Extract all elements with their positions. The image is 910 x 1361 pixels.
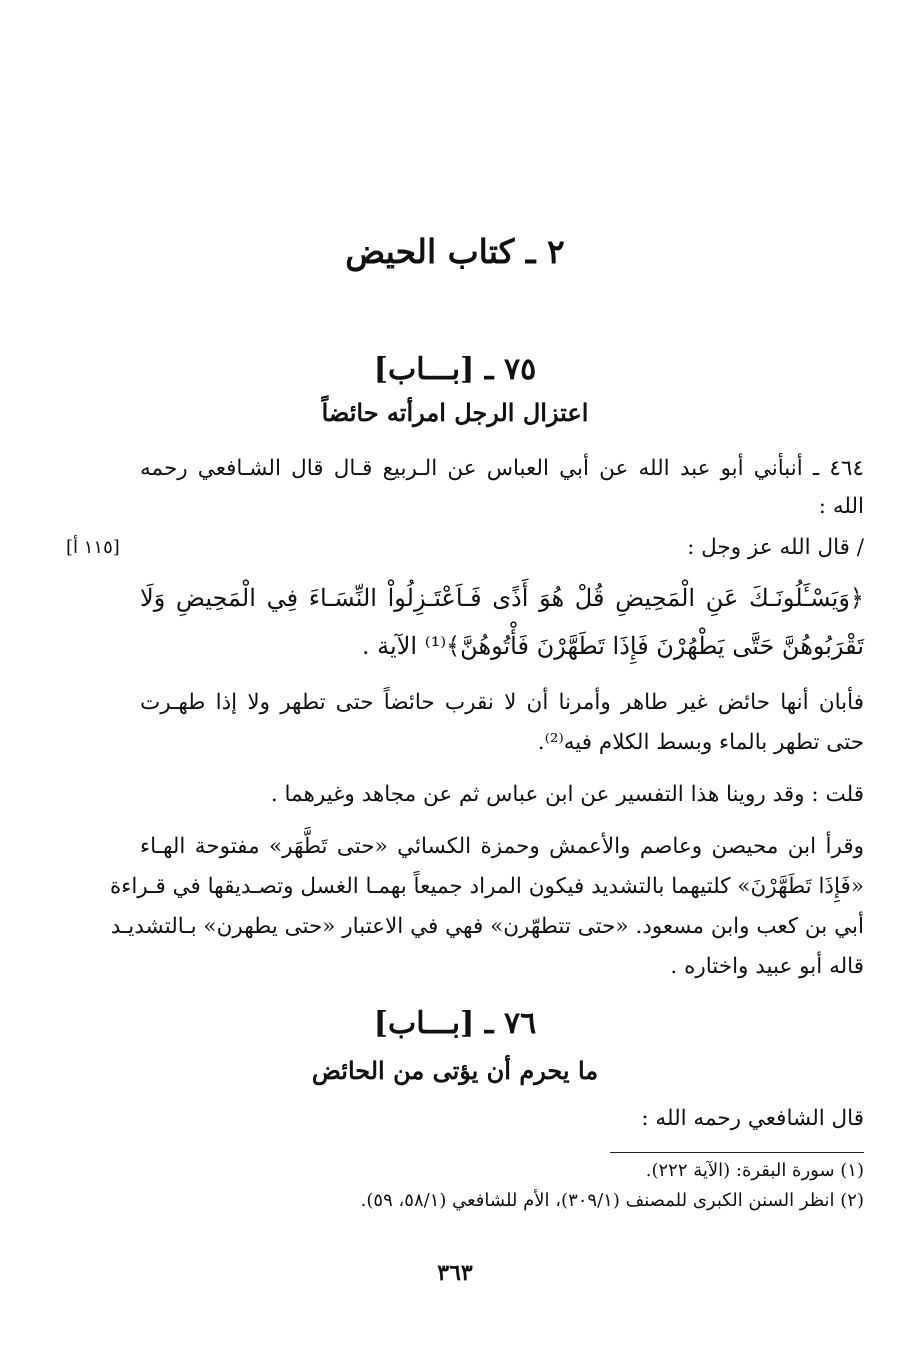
paragraph-1-line-1: فأبان أنها حائض غير طاهر وأمرنا أن لا نقرب حائضاً حتى تطهر ولا إذا طهـرت <box>140 690 864 715</box>
page-number: ٣٦٣ <box>437 1260 473 1286</box>
hadith-464-line-1: ٤٦٤ ـ أنبأني أبو عبد الله عن أبي العباس عن الـربيع قـال قال الشـافعي رحمه <box>140 456 864 481</box>
quran-verse-line-1: ﴿وَيَسْـَٔلُونَـكَ عَنِ الْمَحِيضِ قُلْ هُوَ أَذًى فَـاَعْتَـزِلُواْ النِّسَـاءَ فِي الْمَحِيضِ وَلَا <box>140 584 864 612</box>
section-76-title: ما يحرم أن يؤتى من الحائض <box>311 1056 599 1085</box>
hadith-464-line-2: الله : <box>818 494 864 519</box>
footnote-1: (١) سورة البقرة: (الآية ٢٢٢). <box>645 1160 864 1181</box>
section-75-title: اعتزال الرجل امرأته حائضاً <box>321 398 589 427</box>
paragraph-2-line-2: «فَإِذَا تَطَهَّرْنَ» كلتيهما بالتشديد فيكون المراد جميعاً بهمـا الغسل وتصـديقها في قـراءة <box>109 874 864 899</box>
paragraph-2-line-1: وقرأ ابن محيصن وعاصم والأعمش وحمزة الكسائي «حتى تَطَّهَر» مفتوحة الهـاء <box>140 834 864 859</box>
qala-allah-line: / قال الله عز وجل : <box>687 535 864 560</box>
section-76-opening: قال الشافعي رحمه الله : <box>641 1106 864 1131</box>
qultu-paragraph: قلت : وقد روينا هذا التفسير عن ابن عباس ثم عن مجاهد وغيرهما . <box>270 782 864 807</box>
section-76-bab-heading: ٧٦ ـ [بـــاب] <box>373 1006 537 1041</box>
paragraph-1-line-2: حتى تطهر بالماء وبسط الكلام فيه⁽²⁾. <box>537 730 864 755</box>
footnote-separator <box>610 1152 864 1153</box>
quran-verse-line-2: تَقْرَبُوهُنَّ حَتَّى يَطْهُرْنَ فَإِذَا تَطَهَّرْنَ فَأْتُوهُنَّ﴾⁽¹⁾ الآية . <box>361 632 864 660</box>
paragraph-2-line-4: قاله أبو عبيد واختاره . <box>670 954 864 979</box>
footnote-2: (٢) انظر السنن الكبرى للمصنف (٣٠٩/١)، الأم للشافعي (٥٨/١، ٥٩). <box>360 1190 864 1211</box>
paragraph-2-line-3: أبي بن كعب وابن مسعود. «حتى تتطهّرن» فهي في الاعتبار «حتى يطهرن» بـالتشديـد <box>110 914 864 939</box>
book-title: ٢ ـ كتاب الحيض <box>345 232 565 271</box>
section-75-bab-heading: ٧٥ ـ [بـــاب] <box>373 352 537 387</box>
manuscript-folio-reference: [١١٥ أ] <box>66 537 120 558</box>
